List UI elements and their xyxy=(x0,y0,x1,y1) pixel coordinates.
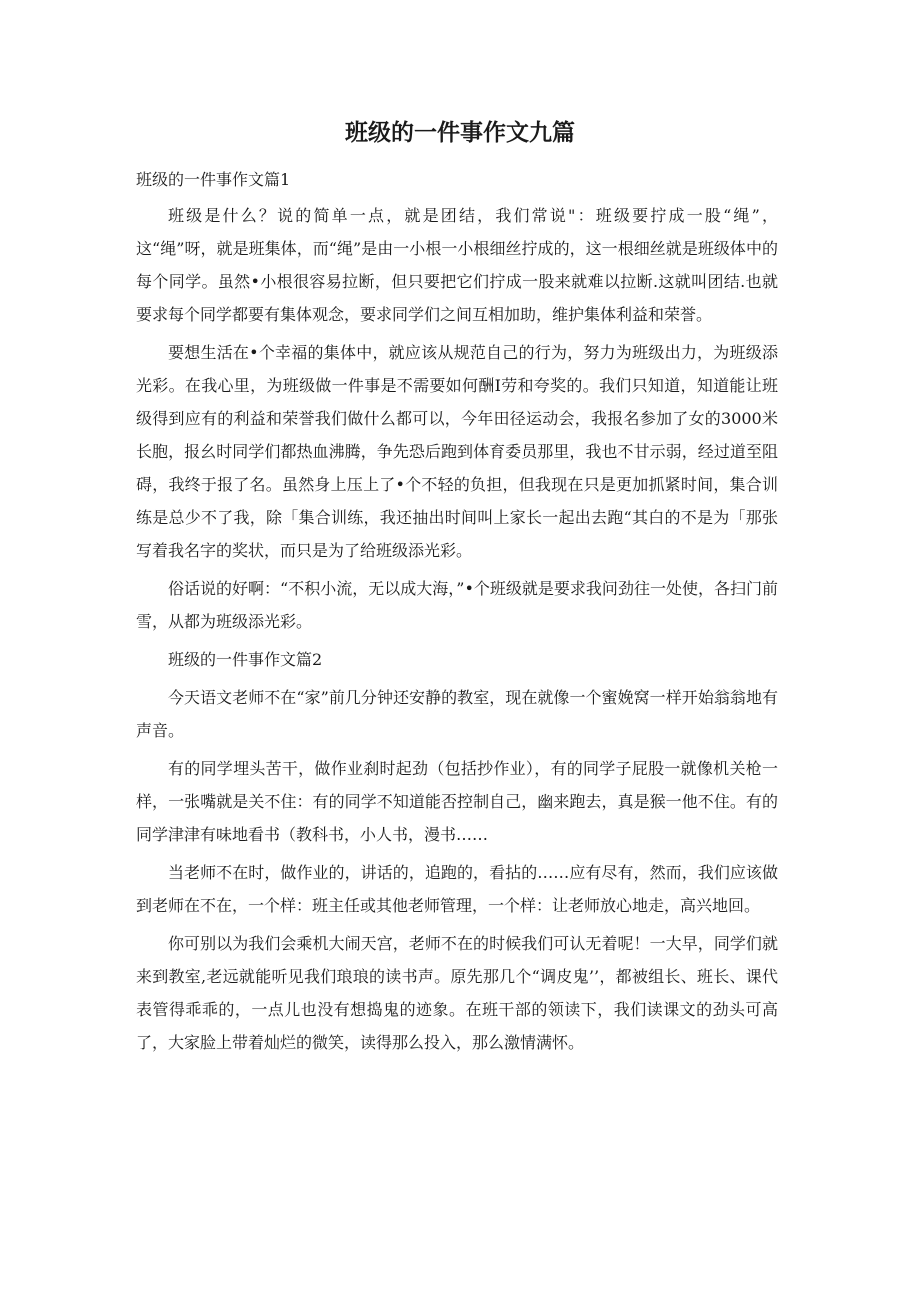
paragraph: 你可别以为我们会乘机大闹天宫，老师不在的时候我们可认无着呢！一大早，同学们就来到教室,老远就能听见我们琅琅的读书声。原先那几个“调皮鬼’’，都被组长、班长、课代表管得乖乖的，一点儿也没有想捣鬼的迹象。在班干部的领读下，我们读课文的劲头可高了，大家脸上带着灿烂的微笑，读得那么投入，那么激情满怀。 xyxy=(136,934,778,1052)
paragraph: 要想生活在•个幸福的集体中，就应该从规范自己的行为，努力为班级出力，为班级添光彩。在我心里，为班级做一件事是不需要如何酬I劳和夸奖的。我们只知道，知道能让班级得到应有的利益和荣誉我们做什么都可以，今年田径运动会，我报名参加了女的3000米长胞，报幺时同学们都热血沸腾，争先恐后跑到体育委员那里，我也不甘示弱，经过道至阻碍，我终于报了名。虽然身上压上了•个不轻的负担，但我现在只是更加抓紧时间，集合训练是总少不了我，除「集合训练，我还抽出时间叫上家长一起出去跑“其白的不是为「那张写着我名字的奖状，而只是为了给班级添光彩。 xyxy=(136,343,778,560)
section-heading-2: 班级的一件事作文篇2 xyxy=(168,650,323,669)
section-heading-1: 班级的一件事作文篇1 xyxy=(136,170,291,189)
paragraph: 有的同学埋头苦干，做作业刹时起劲（包括抄作业），有的同学子屁股一就像机关枪一样，一张嘴就是关不住：有的同学不知道能否控制自己，幽来跑去，真是猴一他不住。有的同学津津有味地看书（教科书，小人书，漫书…… xyxy=(136,759,778,844)
document-title: 班级的一件事作文九篇 xyxy=(345,120,575,146)
document-body xyxy=(136,163,778,1064)
paragraph: 班级是什么？说的简单一点，就是团结，我们常说"：班级要拧成一股“绳”，这“绳”呀，就是班集体，而“绳”是由一小根一小根细丝拧成的，这一根细丝就是班级体中的每个同学。虽然•小根很容易拉断，但只要把它们拧成一股来就难以拉断.这就叫团结.也就要求每个同学都要有集体观念，要求同学们之间互相加助，维护集体利益和荣誉。 xyxy=(136,206,778,324)
paragraph: 今天语文老师不在“家”前几分钟还安静的教室，现在就像一个蜜娩窝一样开始翁翁地有声音。 xyxy=(136,688,778,740)
paragraph: 当老师不在时，做作业的，讲话的，追跑的，看拈的……应有尽有，然而，我们应该做到老师在不在，一个样：班主任或其他老师管理，一个样：让老师放心地走，高兴地回。 xyxy=(136,863,778,915)
paragraph: 俗话说的好啊：“不积小流，无以成大海，”•个班级就是要求我问劲往一处使，各扫门前雪，从都为班级添光彩。 xyxy=(136,579,778,631)
